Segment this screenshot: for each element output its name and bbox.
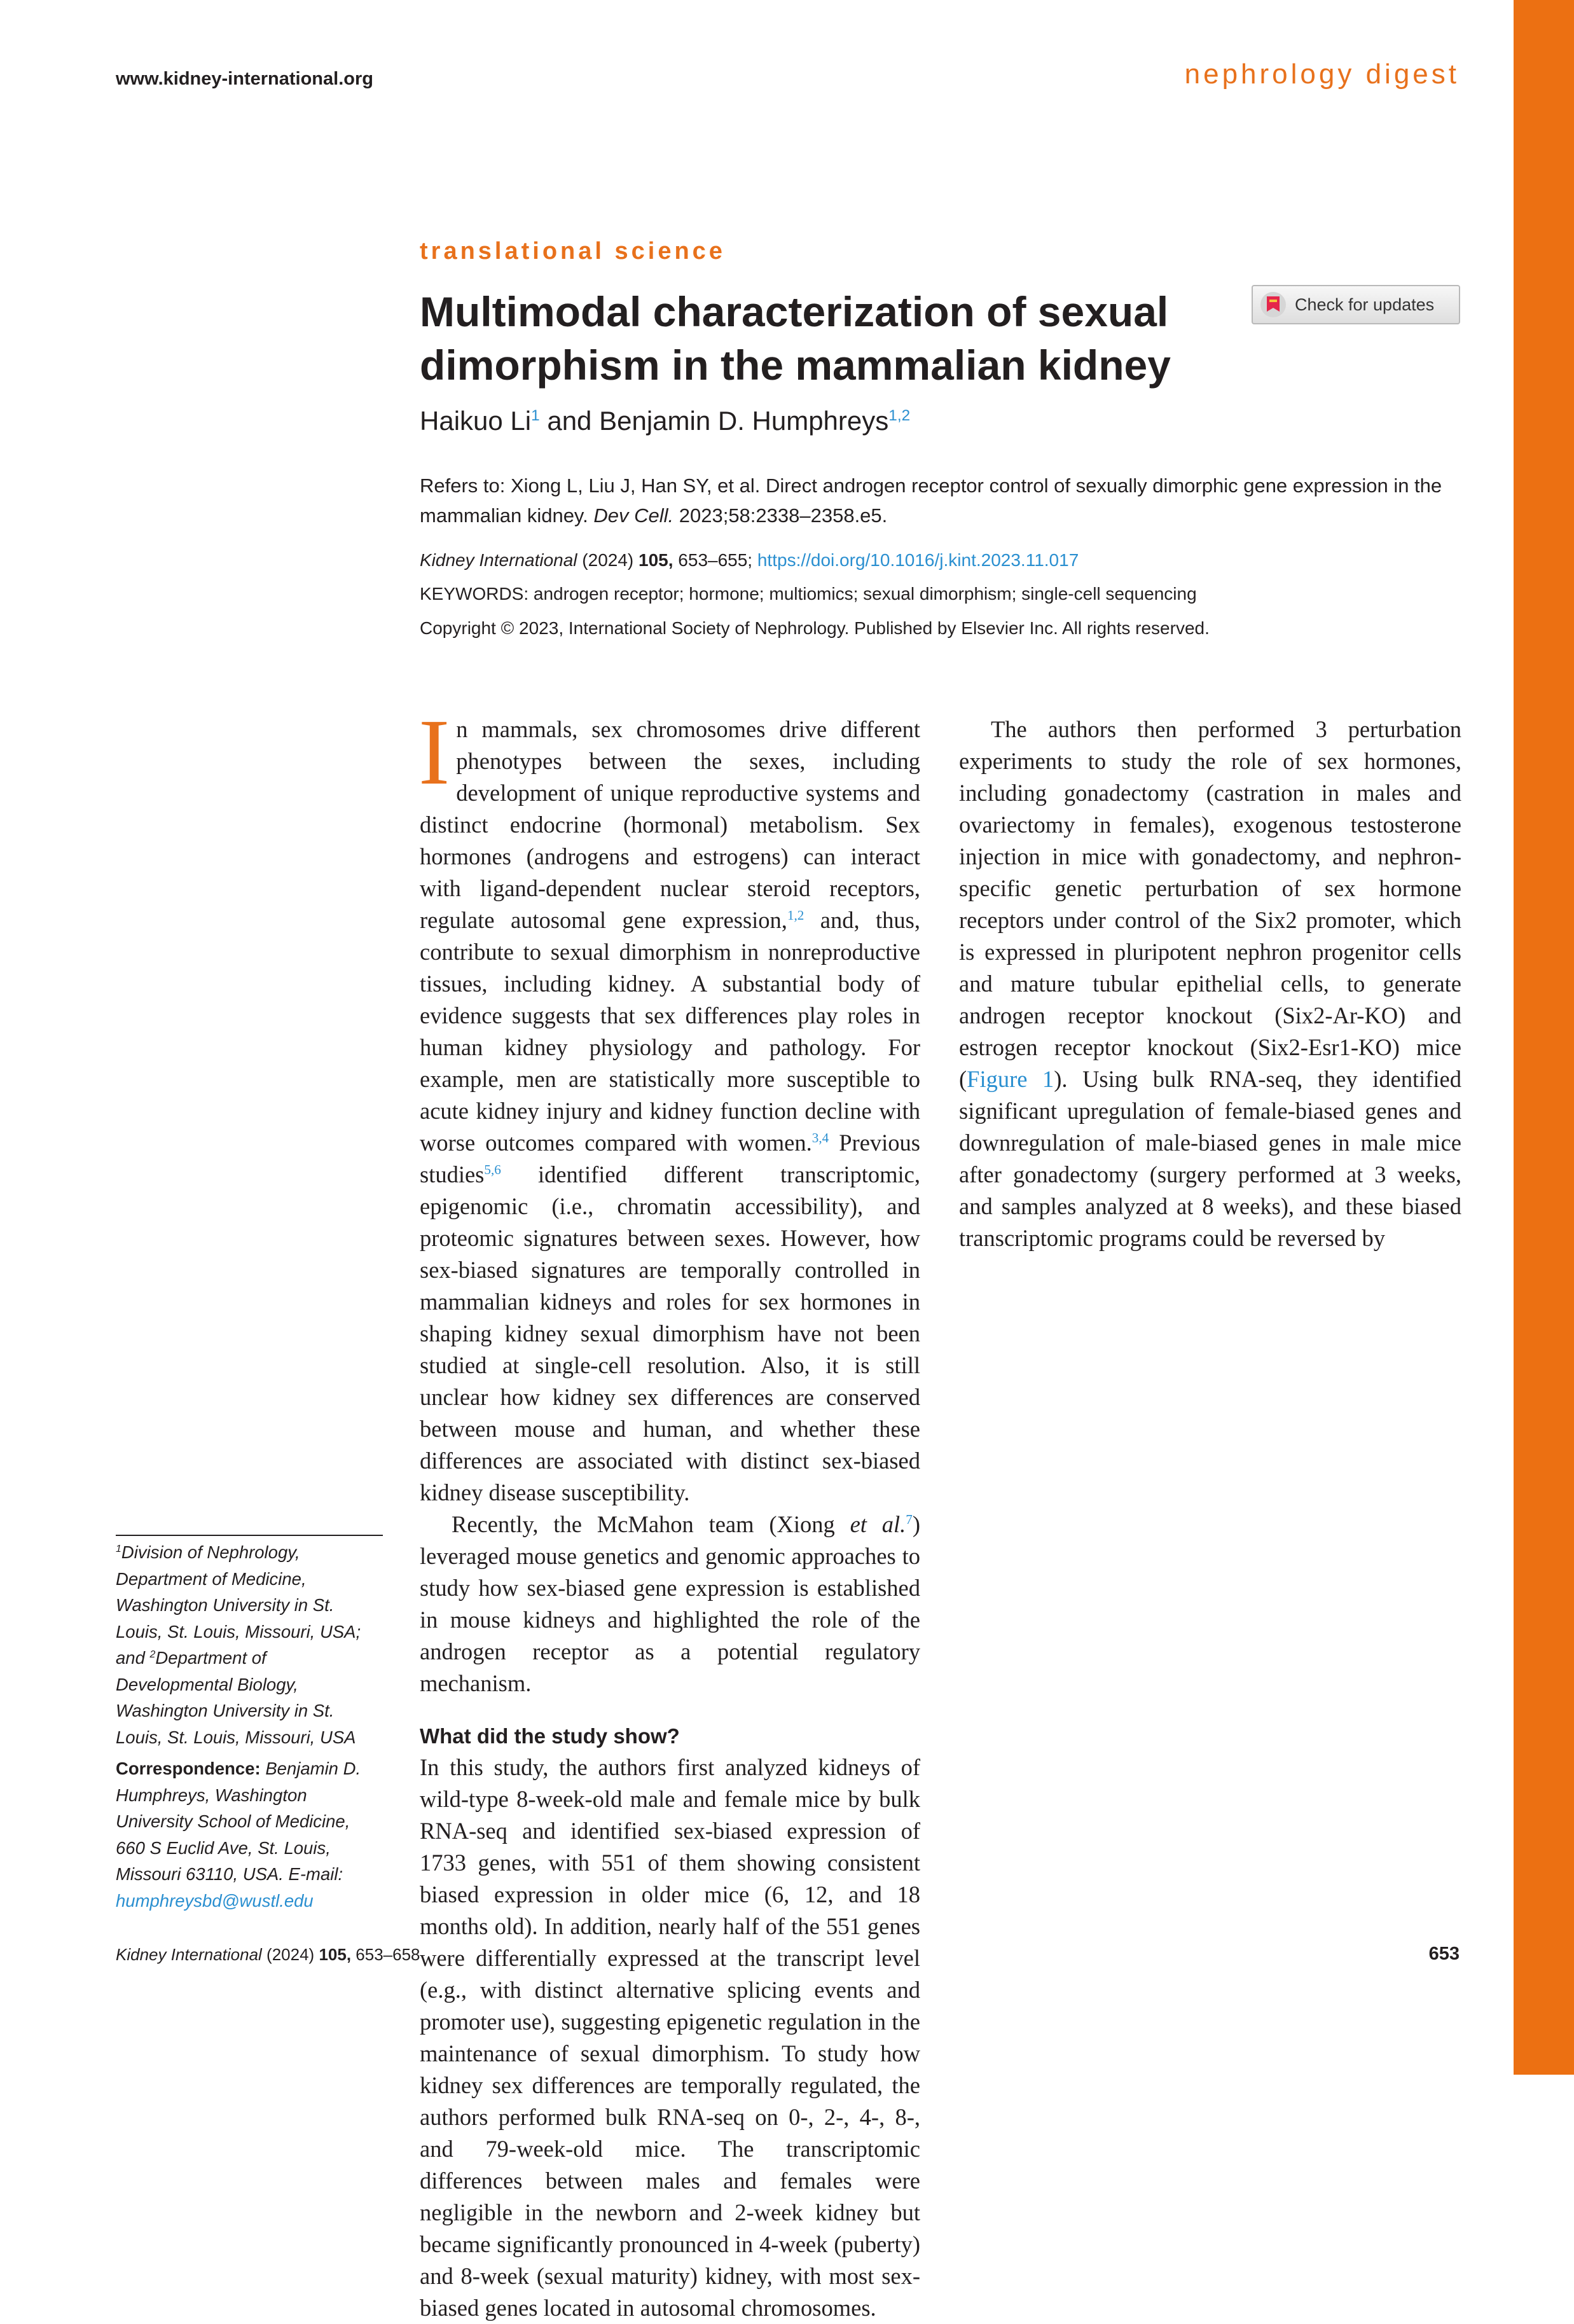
- affiliation-ref[interactable]: 1: [531, 407, 540, 424]
- reference-link[interactable]: 5,6: [484, 1161, 501, 1177]
- email-link[interactable]: humphreysbd@wustl.edu: [116, 1890, 314, 1911]
- refers-to-tail: 2023;58:2338–2358.e5.: [673, 504, 888, 527]
- body-text: n mammals, sex chromosomes drive different phenotypes between the sexes, including development of unique reproductive systems and distinct endocrine (hormonal) metabolism. Sex hormones (androgens and estrogens) can interact with ligand-dependent nuclear steroid receptors, regulate autosomal gene expression,: [420, 716, 920, 933]
- author-name: Benjamin D. Humphreys: [599, 406, 889, 436]
- citation-year: (2024): [577, 550, 639, 570]
- keywords-line: KEYWORDS: androgen receptor; hormone; multiomics; sexual dimorphism; single-cell sequencing: [420, 584, 1197, 604]
- affiliation-text: Department of Developmental Biology, Washington University in St. Louis, St. Louis, Missouri, USA: [116, 1648, 356, 1747]
- footer-year: (2024): [261, 1945, 319, 1964]
- check-for-updates-button[interactable]: [1252, 285, 1460, 324]
- body-paragraph: [959, 714, 1461, 1254]
- footnote-divider: [116, 1535, 383, 1536]
- footer-journal: Kidney International: [116, 1945, 262, 1964]
- site-url-link[interactable]: www.kidney-international.org: [116, 69, 373, 89]
- body-paragraph: [420, 1752, 920, 2324]
- check-for-updates-label: Check for updates: [1295, 294, 1435, 314]
- refers-to-block: [420, 471, 1463, 530]
- footer-citation: [116, 1945, 420, 1965]
- copyright-line: Copyright © 2023, International Society of Nephrology. Published by Elsevier Inc. All rights reserved.: [420, 618, 1210, 638]
- affiliation-note: [116, 1539, 383, 1750]
- body-text: The authors then performed 3 perturbation experiments to study the role of sex hormones, including gonadectomy (castration in males and ovariectomy in females), exogenous testosterone injection in mice with gonadectomy, and nephron-specific genetic perturbation of sex hormone receptors under control of the Six2 promoter, which is expressed in pluripotent nephron progenitor cells and mature tubular epithelial cells, to generate androgen receptor knockout (Six2-Ar-KO) and estrogen receptor knockout (Six2-Esr1-KO) mice (: [959, 716, 1461, 1092]
- et-al: et al.: [850, 1511, 906, 1537]
- footer-volume: 105,: [319, 1945, 352, 1964]
- body-column-left: [418, 700, 921, 2324]
- citation-volume: 105,: [639, 550, 673, 570]
- article-authors: [420, 406, 910, 436]
- citation-pages: 653–655;: [673, 550, 757, 570]
- article-kicker: translational science: [420, 238, 726, 265]
- author-name: Haikuo Li: [420, 406, 532, 436]
- affiliation-marker: 1: [116, 1543, 121, 1554]
- page-number: 653: [1428, 1944, 1460, 1964]
- refers-to-label: Refers to:: [420, 474, 506, 497]
- body-text: identified different transcriptomic, epigenomic (i.e., chromatin accessibility), and proteomic signatures between sexes. However, how sex-biased signatures are temporally controlled in mammalian kidneys and roles for sex hormones in shaping kidney sexual dimorphism have not been studied at single-cell resolution. Also, it is still unclear how kidney sex differences are conserved between mouse and human, and whether these differences are associated with distinct sex-biased kidney disease susceptibility.: [420, 1161, 920, 1505]
- affiliation-ref[interactable]: 1,2: [888, 407, 911, 424]
- correspondence-text: Benjamin D. Humphreys, Washington University School of Medicine, 660 S Euclid Ave, St. Louis, Missouri 63110, USA. E-mail:: [116, 1759, 361, 1884]
- orange-side-bar: [1514, 0, 1574, 2075]
- body-text: Recently, the McMahon team (Xiong: [452, 1511, 850, 1537]
- reference-link[interactable]: 1,2: [787, 907, 804, 923]
- article-title: Multimodal characterization of sexual dimorphism in the mammalian kidney: [420, 288, 1171, 389]
- body-text: Previous studies: [420, 1130, 921, 1187]
- affiliation-marker: 2: [149, 1649, 156, 1660]
- footer-pages: 653–658: [351, 1945, 420, 1964]
- refers-to-journal: Dev Cell.: [593, 504, 674, 527]
- citation-journal: Kidney International: [420, 550, 577, 570]
- journal-section-label: nephrology digest: [1184, 59, 1460, 90]
- body-paragraph: [418, 700, 921, 1509]
- body-paragraph: [420, 1509, 920, 1699]
- reference-link[interactable]: 7: [906, 1511, 913, 1527]
- body-text: and, thus, contribute to sexual dimorphism in nonreproductive tissues, including kidney. A substantial body of evidence suggests that sex differences play roles in human kidney physiology and pathology. For example, men are statistically more susceptible to acute kidney injury and kidney function decline with worse outcomes compared with women.: [420, 907, 921, 1156]
- reference-link[interactable]: 3,4: [811, 1130, 829, 1145]
- body-column-right: [959, 714, 1461, 1254]
- crossmark-icon: [1260, 292, 1286, 317]
- correspondence-note: [116, 1755, 383, 1914]
- body-text: ). Using bulk RNA-seq, they identified significant upregulation of female-biased genes and downregulation of male-biased genes in male mice after gonadectomy (surgery performed at 3 weeks, and samples analyzed at 8 weeks), and these biased transcriptomic programs could be reversed by: [959, 1066, 1462, 1251]
- author-separator: and: [539, 406, 600, 436]
- figure-link[interactable]: Figure 1: [967, 1066, 1054, 1092]
- correspondence-label: Correspondence:: [116, 1759, 261, 1778]
- citation-line: [420, 550, 1079, 571]
- body-text: In this study, the authors first analyzed kidneys of wild-type 8-week-old male and female mice by bulk RNA-seq and identified sex-biased expression of 1733 genes, with 551 of them showing consistent biased expression in older mice (6, 12, and 18 months old). In addition, nearly half of the 551 genes were differentially expressed at the transcript level (e.g., with distinct alternative splicing events and promoter use), suggesting epigenetic regulation in the maintenance of sexual dimorphism. To study how kidney sex differences are temporally regulated, the authors performed bulk RNA-seq on 0-, 2-, 4-, 8-, and 79-week-old mice. The transcriptomic differences between males and females were negligible in the newborn and 2-week kidney but became significantly pronounced in 4-week (puberty) and 8-week (sexual maturity) kidney, with most sex-biased genes located in autosomal chromosomes.: [420, 1754, 920, 2321]
- section-heading: What did the study show?: [420, 1724, 680, 1748]
- doi-link[interactable]: https://doi.org/10.1016/j.kint.2023.11.017: [757, 550, 1079, 570]
- affiliation-text: Division of Nephrology, Department of Medicine, Washington University in St. Louis, St. Louis, Missouri, USA; and: [116, 1542, 361, 1668]
- body-text: ) leveraged mouse genetics and genomic approaches to study how sex-biased gene expression is established in mouse kidneys and highlighted the role of the androgen receptor as a potential regulatory mechanism.: [420, 1511, 920, 1696]
- drop-cap: I: [418, 700, 450, 805]
- refers-to-text: Xiong L, Liu J, Han SY, et al. Direct androgen receptor control of sexually dimorphic gene expression in the mammalian kidney.: [420, 474, 1442, 527]
